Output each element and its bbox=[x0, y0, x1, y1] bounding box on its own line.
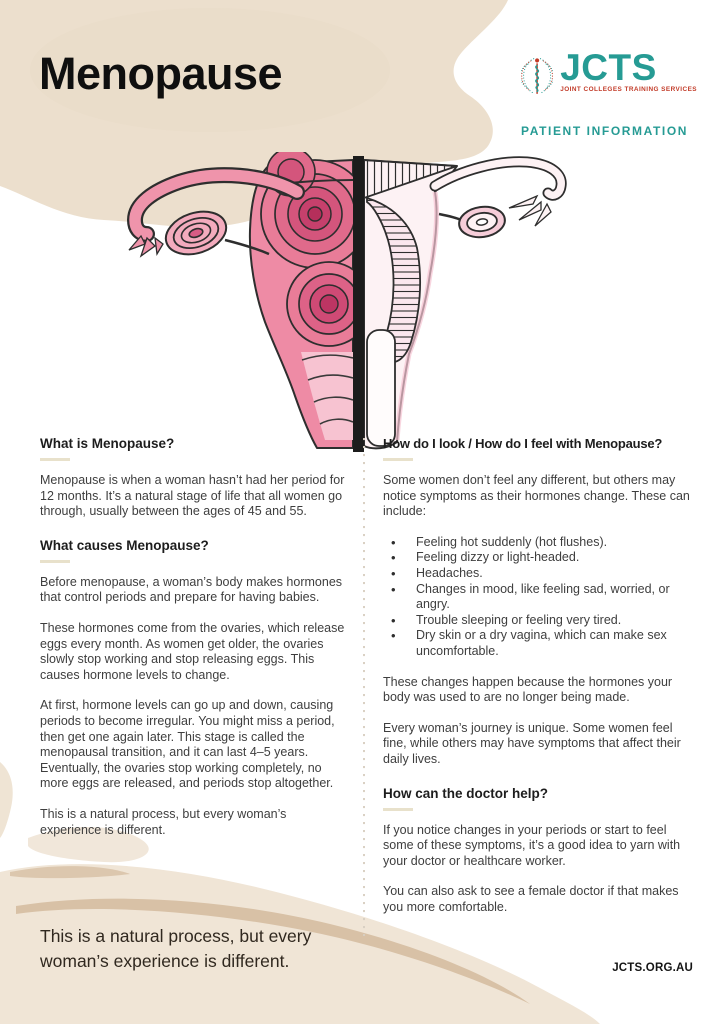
brand-tagline: JOINT COLLEGES TRAINING SERVICES bbox=[560, 86, 697, 93]
rod-of-asclepius-icon bbox=[521, 40, 553, 112]
heading-rule bbox=[383, 458, 413, 461]
paragraph: This is a natural process, but every woman’s experience is different. bbox=[40, 806, 287, 837]
paragraph: Some women don’t feel any different, but others may notice symptoms as their hormones change. These can include: bbox=[383, 473, 690, 519]
right-ovary bbox=[457, 204, 507, 240]
paragraph: Menopause is when a woman hasn’t had her period for 12 months. It’s a natural stage of life that all women go through, usually between the ages of 45 and 55. bbox=[40, 473, 345, 519]
brand-name: JCTS bbox=[560, 47, 657, 88]
uterus-left-half bbox=[129, 152, 371, 448]
paragraph: These hormones come from the ovaries, which release eggs every month. As women get older, the ovaries slowly stop working and stop releasing eggs. This causes hormone levels to change. bbox=[40, 620, 345, 682]
list-item: • Headaches. bbox=[383, 566, 692, 582]
paragraph: If you notice changes in your periods or start to feel some of these symptoms, it’s a good idea to yarn with your doctor or healthcare worker. bbox=[383, 822, 681, 868]
paragraph: Before menopause, a woman’s body makes hormones that control periods and prepare for having babies. bbox=[40, 574, 343, 605]
list-item: • Feeling hot suddenly (hot flushes). bbox=[383, 535, 692, 551]
section-heading: What is Menopause? bbox=[40, 436, 175, 451]
left-ovary bbox=[160, 204, 231, 261]
heading-rule bbox=[40, 560, 70, 563]
left-edge-splash bbox=[0, 762, 13, 838]
brand-text bbox=[560, 40, 697, 93]
page-title: Menopause bbox=[39, 48, 283, 99]
center-divider-bar bbox=[353, 156, 364, 452]
website-url: JCTS.ORG.AU bbox=[612, 962, 693, 974]
left-fimbriae bbox=[129, 236, 163, 256]
section-heading: How can the doctor help? bbox=[383, 785, 549, 801]
symptom-list bbox=[383, 535, 692, 660]
section-heading: How do I look / How do I feel with Menopause? bbox=[383, 436, 663, 451]
paragraph: You can also ask to see a female doctor if that makes you more comfortable. bbox=[383, 884, 679, 914]
uterus-illustration bbox=[105, 152, 610, 454]
brand-block bbox=[521, 40, 697, 138]
paragraph: At first, hormone levels can go up and down, causing periods to become irregular. You might miss a period, then get one again later. This stage is called the menopausal transition, and it can last 4–5 years. Eventually, the ovaries stop working completely, no more eggs are released, and periods stop altogether. bbox=[40, 698, 335, 791]
paragraph: These changes happen because the hormones your body was used to are no longer being made. bbox=[383, 674, 673, 705]
right-column bbox=[383, 430, 692, 930]
body-columns bbox=[40, 430, 692, 930]
right-canal bbox=[367, 330, 395, 446]
right-fimbriae bbox=[509, 196, 551, 226]
list-item: • Changes in mood, like feeling sad, worried, or angry. bbox=[383, 582, 692, 613]
uterus-right-half bbox=[364, 160, 561, 448]
patient-information-label: PATIENT INFORMATION bbox=[521, 124, 689, 138]
dotted-column-divider bbox=[345, 430, 383, 930]
section-heading: What causes Menopause? bbox=[40, 537, 209, 553]
paragraph: Every woman’s journey is unique. Some women feel fine, while others may have symptoms that affect their daily lives. bbox=[383, 720, 681, 766]
list-item: • Feeling dizzy or light-headed. bbox=[383, 550, 692, 566]
heading-rule bbox=[383, 808, 413, 811]
list-item: • Trouble sleeping or feeling very tired. bbox=[383, 613, 692, 629]
heading-rule bbox=[40, 458, 70, 461]
footer-quote: This is a natural process, but every woman’s experience is different. bbox=[40, 926, 312, 971]
left-column bbox=[40, 430, 345, 930]
list-item: • Dry skin or a dry vagina, which can make sex uncomfortable. bbox=[383, 628, 692, 659]
